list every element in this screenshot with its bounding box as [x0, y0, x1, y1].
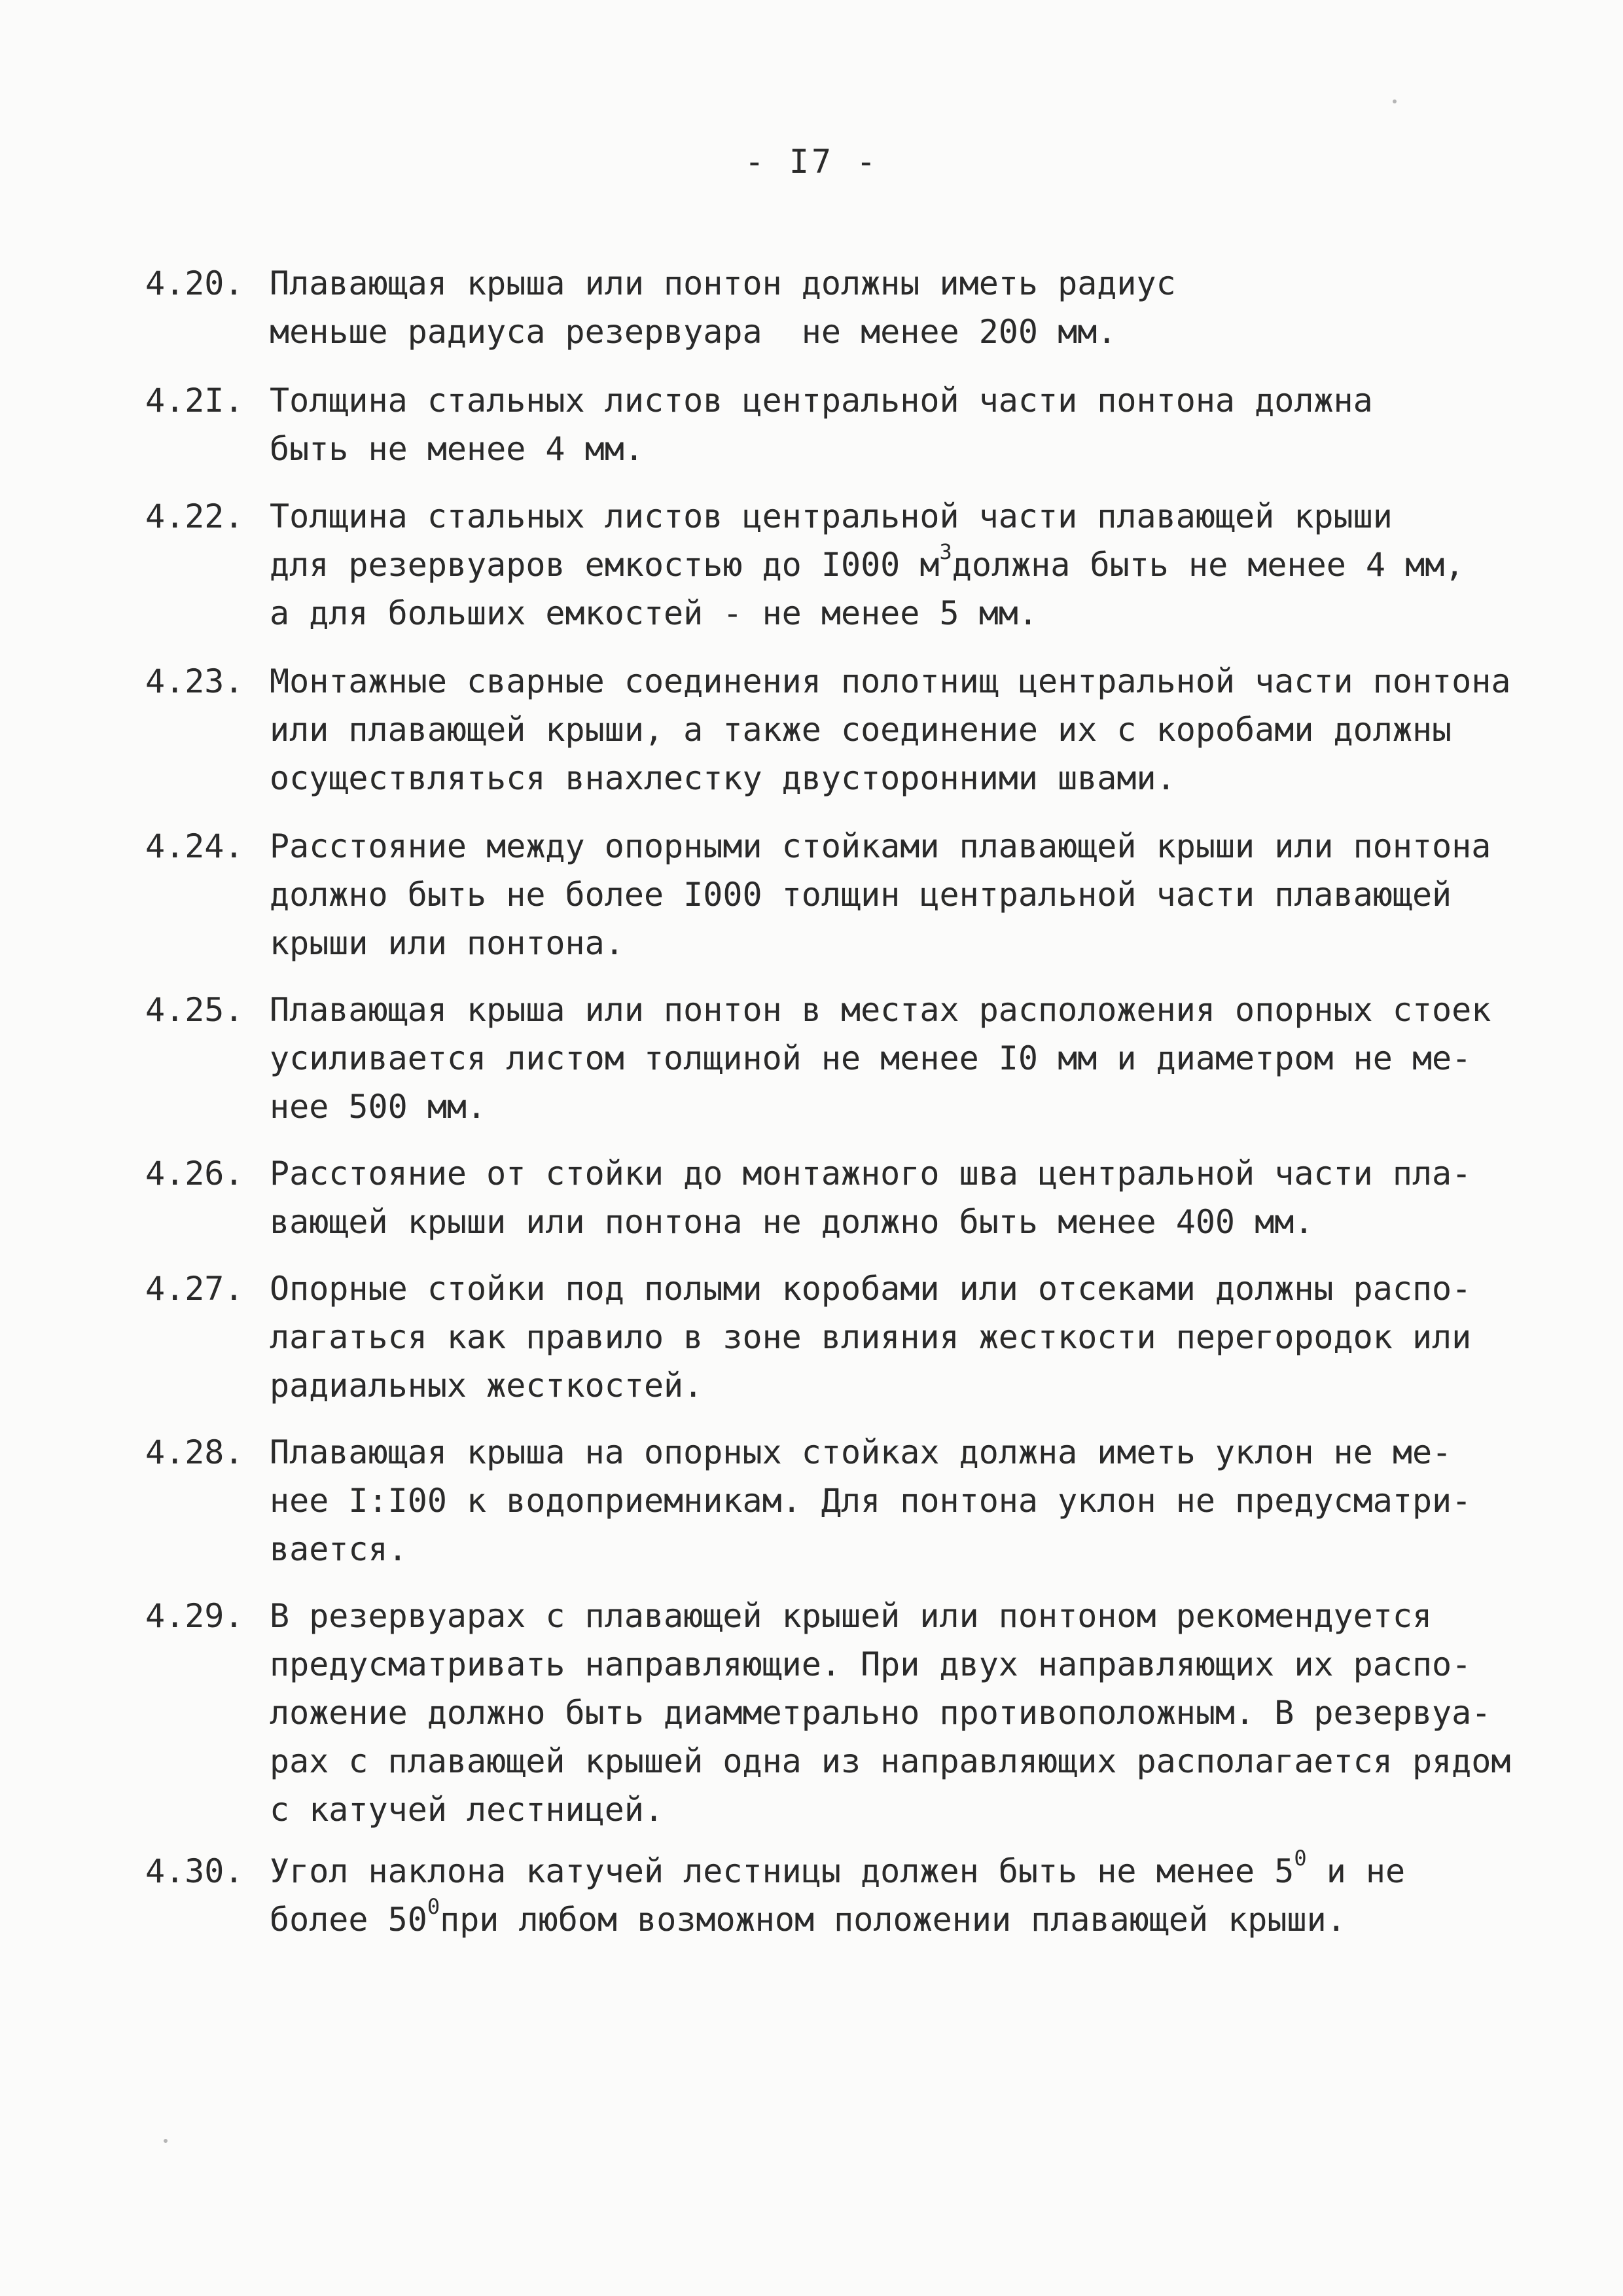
clause-line: Опорные стойки под полыми коробами или отсеками должны распо- [270, 1270, 1472, 1308]
clause-line: Плавающая крыша или понтон в местах расположения опорных стоек [270, 991, 1491, 1029]
clause-line: Расстояние между опорными стойками плавающей крыши или понтона [270, 827, 1491, 865]
clause-4-29 [145, 1592, 1559, 1834]
clause-line: меньше радиуса резервуара не менее 200 мм. [270, 313, 1117, 351]
clause-number: 4.2I. [145, 382, 244, 420]
clause-line: усиливается листом толщиной не менее I0 мм и диаметром не ме- [270, 1039, 1472, 1077]
page-number: - I7 - [744, 143, 879, 181]
clause-line: или плавающей крыши, а также соединение их с коробами должны [270, 711, 1452, 749]
clause-line: Толщина стальных листов центральной части плавающей крыши [270, 497, 1393, 535]
clause-4-26 [145, 1149, 1559, 1246]
clause-number: 4.20. [145, 264, 244, 302]
superscript: 3 [939, 539, 952, 564]
scan-speck [164, 2139, 168, 2143]
clause-line: крыши или понтона. [270, 924, 624, 962]
clause-number: 4.24. [145, 827, 244, 865]
superscript: 0 [427, 1894, 440, 1919]
clause-line: ложение должно быть диамметрально противоположным. В резервуа- [270, 1694, 1491, 1732]
clause-line: должно быть не более I000 толщин центральной части плавающей [270, 876, 1452, 914]
clause-4-27 [145, 1265, 1559, 1410]
clause-line: В резервуарах с плавающей крышей или понтоном рекомендуется [270, 1597, 1433, 1635]
clause-number: 4.29. [145, 1597, 244, 1635]
clause-4-28 [145, 1428, 1559, 1573]
clause-number: 4.22. [145, 497, 244, 535]
clause-line: для резервуаров емкостью до I000 $м^3должна$ быть не менее 4 мм, [270, 539, 1465, 584]
clause-line: рах с плавающей крышей одна из направляющих располагается рядом [270, 1742, 1511, 1780]
scan-speck [1393, 99, 1397, 103]
clause-line: лагаться как правило в зоне влияния жесткости перегородок или [270, 1318, 1472, 1356]
clause-4-23 [145, 657, 1559, 802]
clause-line: нее I:I00 к водоприемникам. Для понтона уклон не предусматри- [270, 1482, 1472, 1520]
clause-line: вается. [270, 1530, 408, 1568]
clause-number: 4.25. [145, 991, 244, 1029]
clause-line: Монтажные сварные соединения полотнищ центральной части понтона [270, 662, 1511, 700]
clause-line: нее 500 мм. [270, 1088, 487, 1126]
clause-line: Плавающая крыша или понтон должны иметь радиус [270, 264, 1176, 302]
clause-4-30 [145, 1847, 1559, 1944]
clause-number: 4.28. [145, 1433, 244, 1471]
clause-line: более $50^0при$ любом возможном положении плавающей крыши. [270, 1894, 1346, 1939]
clause-line: Плавающая крыша на опорных стойках должна иметь уклон не ме- [270, 1433, 1452, 1471]
clause-4-21 [145, 376, 1559, 473]
clause-line: радиальных жесткостей. [270, 1367, 704, 1405]
clause-4-20 [145, 259, 1559, 356]
clause-number: 4.26. [145, 1155, 244, 1193]
clause-line: вающей крыши или понтона не должно быть менее 400 мм. [270, 1203, 1314, 1241]
clause-4-22 [145, 492, 1559, 637]
clause-line: Толщина стальных листов центральной части понтона должна [270, 382, 1373, 420]
clause-4-25 [145, 986, 1559, 1131]
clause-line: предусматривать направляющие. При двух направляющих их распо- [270, 1645, 1472, 1683]
clause-number: 4.27. [145, 1270, 244, 1308]
clause-number: 4.30. [145, 1852, 244, 1890]
clause-number: 4.23. [145, 662, 244, 700]
clause-line: быть не менее 4 мм. [270, 430, 644, 468]
clause-line: Угол наклона катучей лестницы должен быть не менее $5^0$ и не [270, 1846, 1406, 1890]
superscript: 0 [1294, 1846, 1307, 1871]
clause-line: осуществляться внахлестку двусторонними швами. [270, 759, 1176, 797]
clause-line: с катучей лестницей. [270, 1791, 664, 1829]
clause-line: а для больших емкостей - не менее 5 мм. [270, 594, 1038, 632]
clause-line: Расстояние от стойки до монтажного шва центральной части пла- [270, 1155, 1472, 1193]
clause-4-24 [145, 822, 1559, 967]
